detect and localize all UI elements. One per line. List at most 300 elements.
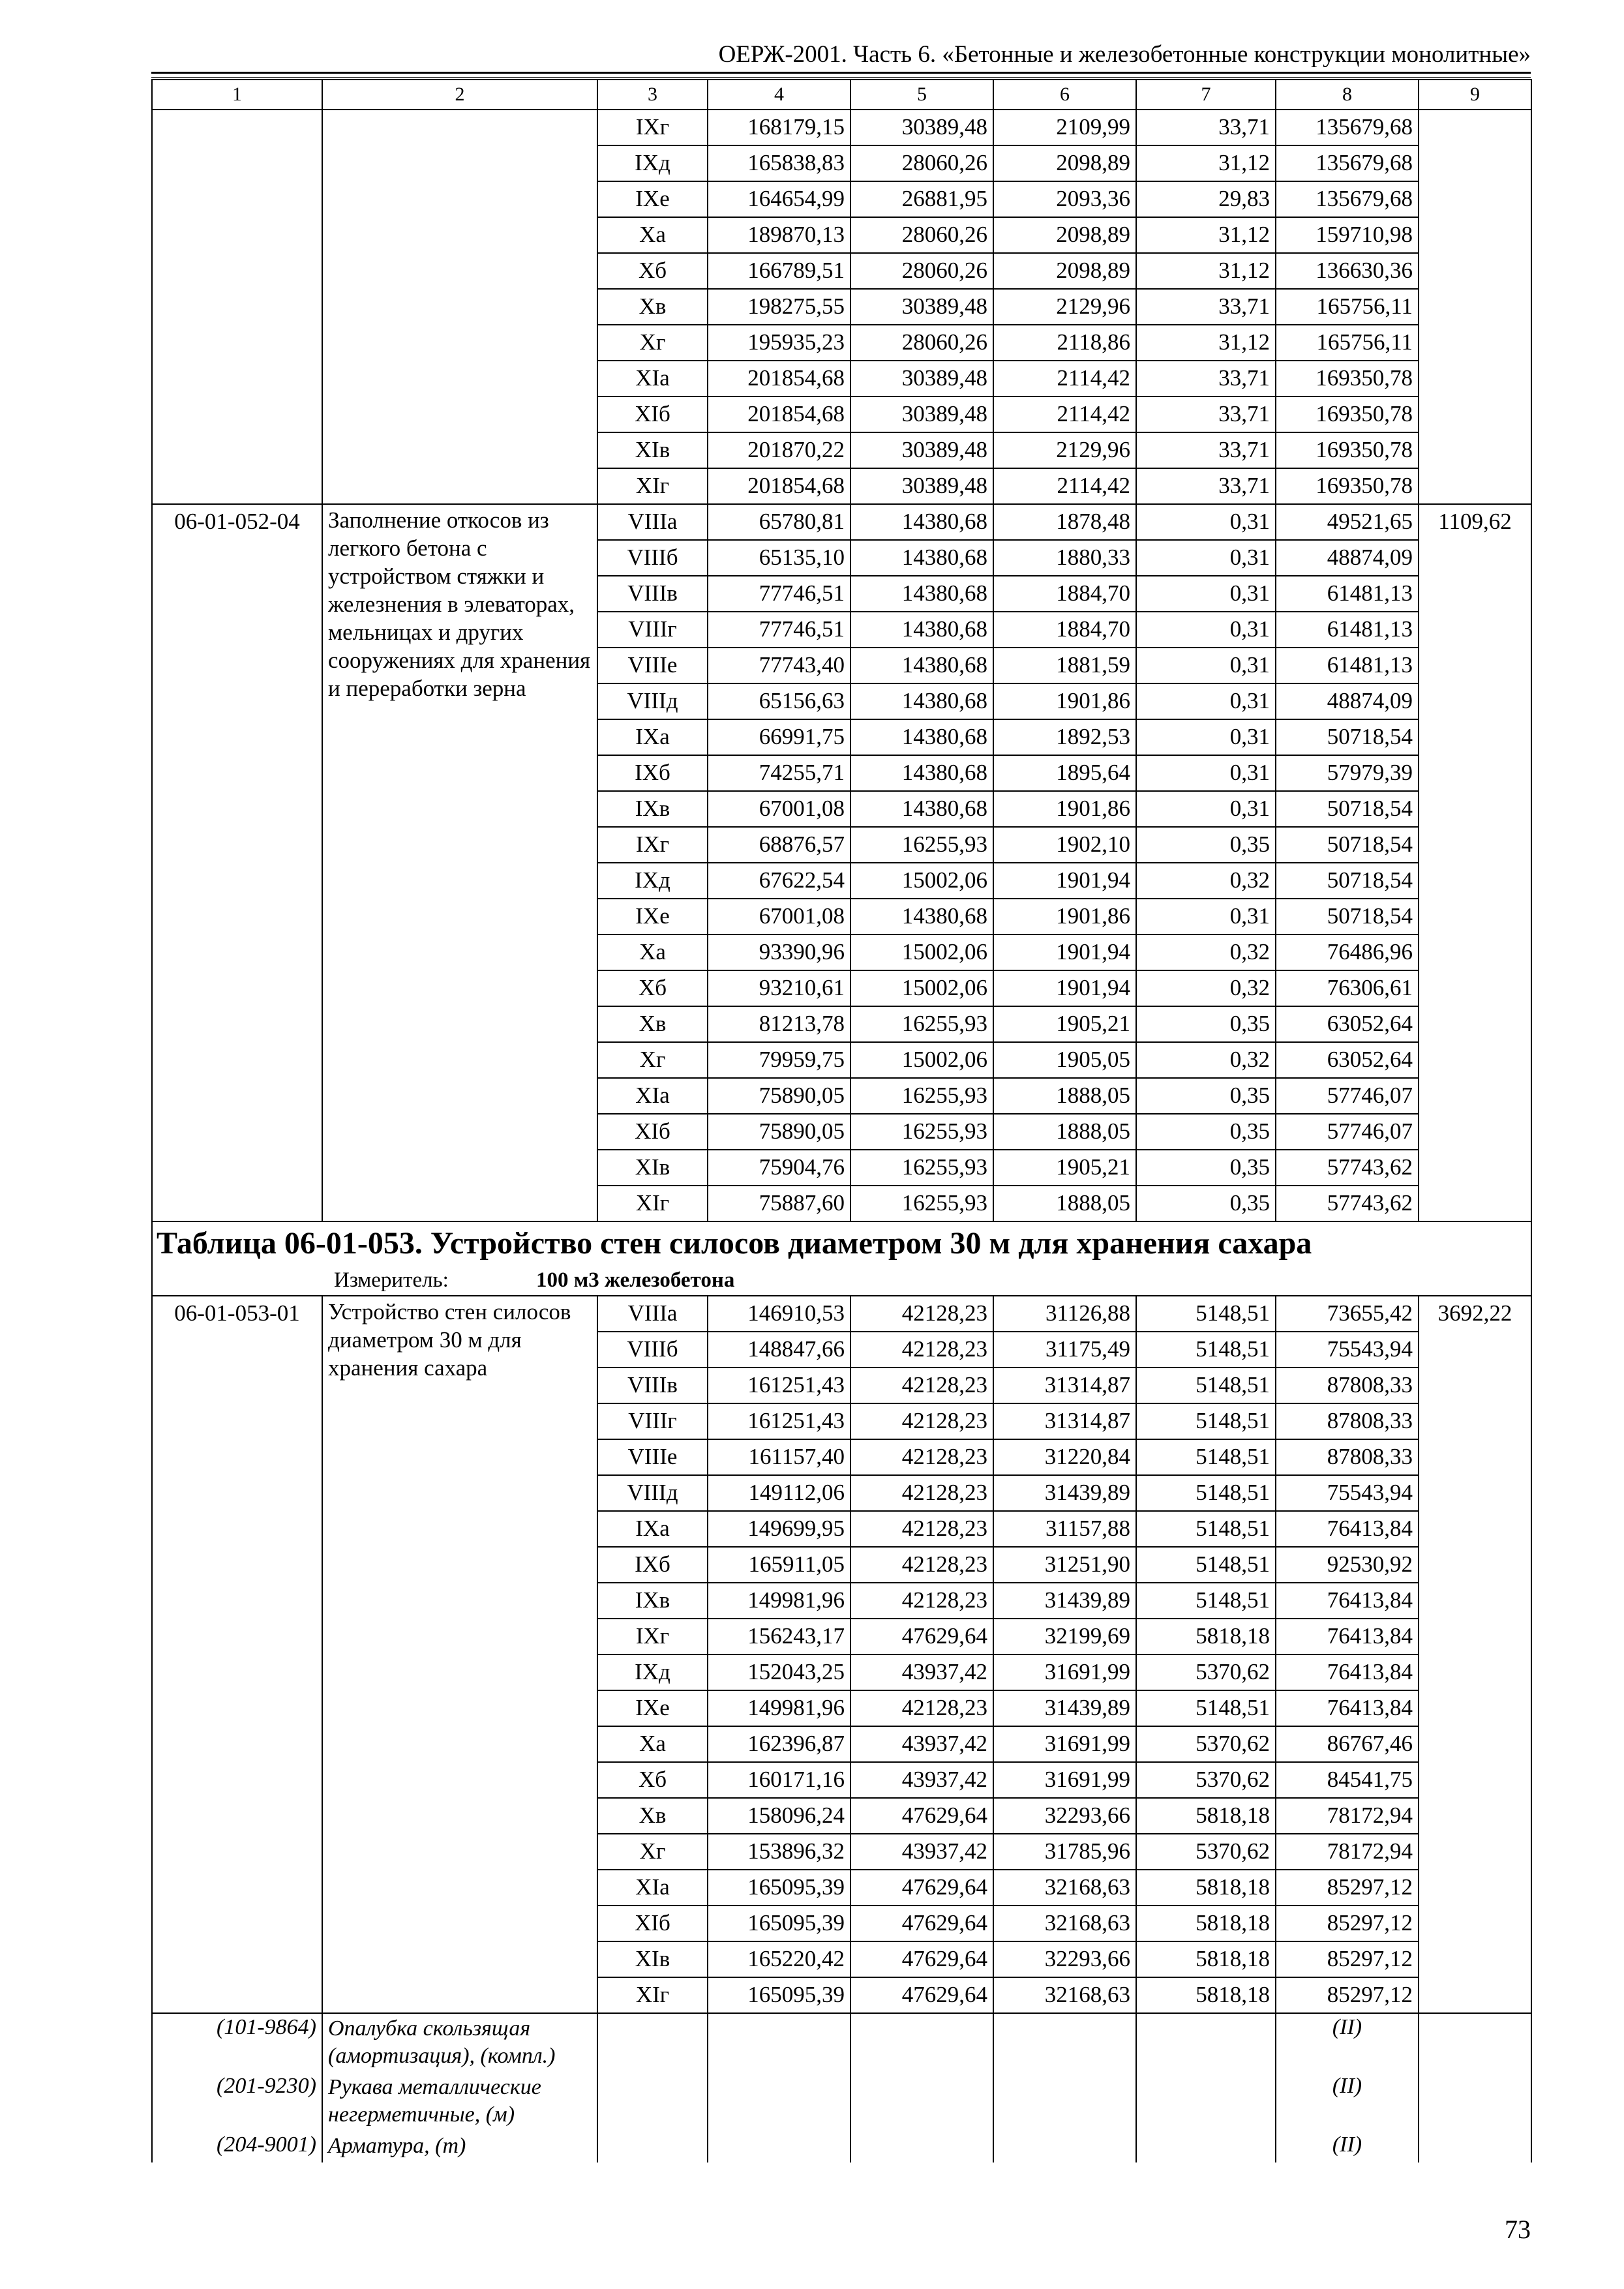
labor-wages: 42128,23: [850, 1690, 993, 1726]
labor-wages: 28060,26: [850, 145, 993, 181]
machine-costs: 1901,94: [993, 863, 1136, 899]
direct-costs: 201854,68: [708, 468, 850, 504]
machinist-wages: 0,31: [1136, 648, 1276, 683]
labor-wages: 47629,64: [850, 1941, 993, 1977]
materials-cost: 159710,98: [1276, 217, 1419, 253]
labor-wages: 16255,93: [850, 827, 993, 863]
labor-wages: 26881,95: [850, 181, 993, 217]
region-code: IXг: [597, 1619, 708, 1654]
labor-wages: 28060,26: [850, 253, 993, 289]
materials-cost: 50718,54: [1276, 719, 1419, 755]
page-number: 73: [1505, 2215, 1531, 2244]
machine-costs: 1901,94: [993, 970, 1136, 1006]
region-code: Xг: [597, 325, 708, 361]
materials-cost: 169350,78: [1276, 432, 1419, 468]
region-code: Xв: [597, 1006, 708, 1042]
machinist-wages: 0,32: [1136, 863, 1276, 899]
machinist-wages: 33,71: [1136, 289, 1276, 325]
machinist-wages: 5148,51: [1136, 1583, 1276, 1619]
materials-cost: 50718,54: [1276, 863, 1419, 899]
direct-costs: 153896,32: [708, 1834, 850, 1870]
region-code: Xа: [597, 217, 708, 253]
machine-costs: 31314,87: [993, 1368, 1136, 1403]
materials-cost: 76306,61: [1276, 970, 1419, 1006]
item-code: 06-01-052-04: [152, 504, 322, 1221]
direct-costs: 189870,13: [708, 217, 850, 253]
machinist-wages: 33,71: [1136, 468, 1276, 504]
machinist-wages: 33,71: [1136, 110, 1276, 145]
materials-cost: 165756,11: [1276, 289, 1419, 325]
materials-cost: 76413,84: [1276, 1511, 1419, 1547]
direct-costs: 93390,96: [708, 935, 850, 970]
labor-wages: 15002,06: [850, 863, 993, 899]
materials-cost: 87808,33: [1276, 1439, 1419, 1475]
machine-costs: 1888,05: [993, 1186, 1136, 1221]
machinist-wages: 5148,51: [1136, 1475, 1276, 1511]
direct-costs: 93210,61: [708, 970, 850, 1006]
labor-wages: 42128,23: [850, 1511, 993, 1547]
labor-hours: 1109,62: [1419, 504, 1531, 1221]
labor-wages: 47629,64: [850, 1870, 993, 1906]
machine-costs: 1884,70: [993, 576, 1136, 612]
table-row: [152, 110, 1531, 145]
machine-costs: 32168,63: [993, 1906, 1136, 1941]
machine-costs: 1881,59: [993, 648, 1136, 683]
labor-wages: 16255,93: [850, 1078, 993, 1114]
region-code: VIIIд: [597, 683, 708, 719]
region-code: XIа: [597, 1870, 708, 1906]
direct-costs: 166789,51: [708, 253, 850, 289]
empty-cell: [597, 2072, 708, 2131]
resource-code: (201-9230): [152, 2072, 322, 2131]
labor-wages: 43937,42: [850, 1834, 993, 1870]
resource-code: (101-9864): [152, 2013, 322, 2072]
direct-costs: 81213,78: [708, 1006, 850, 1042]
machine-costs: 2098,89: [993, 217, 1136, 253]
direct-costs: 65780,81: [708, 504, 850, 540]
labor-wages: 14380,68: [850, 719, 993, 755]
region-code: VIIIе: [597, 1439, 708, 1475]
materials-cost: 76413,84: [1276, 1619, 1419, 1654]
empty-cell: [708, 2013, 850, 2072]
materials-cost: 76486,96: [1276, 935, 1419, 970]
machinist-wages: 5148,51: [1136, 1332, 1276, 1368]
machinist-wages: 0,31: [1136, 683, 1276, 719]
direct-costs: 149981,96: [708, 1583, 850, 1619]
empty-cell: [597, 2013, 708, 2072]
machine-costs: 31691,99: [993, 1726, 1136, 1762]
machinist-wages: 5148,51: [1136, 1547, 1276, 1583]
labor-wages: 47629,64: [850, 1619, 993, 1654]
direct-costs: 165095,39: [708, 1977, 850, 2013]
item-code: [152, 110, 322, 504]
machinist-wages: 0,31: [1136, 612, 1276, 648]
materials-cost: 85297,12: [1276, 1870, 1419, 1906]
direct-costs: 77746,51: [708, 612, 850, 648]
region-code: Xб: [597, 253, 708, 289]
direct-costs: 165095,39: [708, 1906, 850, 1941]
region-code: IXд: [597, 863, 708, 899]
resource-name: Рукава металлические негерметичные, (м): [322, 2072, 597, 2131]
direct-costs: 161251,43: [708, 1403, 850, 1439]
region-code: XIб: [597, 1114, 708, 1150]
labor-wages: 14380,68: [850, 755, 993, 791]
machinist-wages: 5370,62: [1136, 1834, 1276, 1870]
machinist-wages: 31,12: [1136, 253, 1276, 289]
direct-costs: 75890,05: [708, 1114, 850, 1150]
machinist-wages: 31,12: [1136, 325, 1276, 361]
region-code: VIIIг: [597, 1403, 708, 1439]
materials-cost: 50718,54: [1276, 791, 1419, 827]
empty-cell: [708, 2131, 850, 2162]
resource-row: [152, 2131, 1531, 2162]
machine-costs: 32168,63: [993, 1977, 1136, 2013]
item-code: 06-01-053-01: [152, 1296, 322, 2013]
region-code: XIб: [597, 396, 708, 432]
machine-costs: 31691,99: [993, 1762, 1136, 1798]
materials-cost: 78172,94: [1276, 1798, 1419, 1834]
machinist-wages: 0,31: [1136, 791, 1276, 827]
column-number-row: [152, 80, 1531, 110]
unit-label: Измеритель:: [334, 1268, 449, 1292]
direct-costs: 165095,39: [708, 1870, 850, 1906]
labor-wages: 42128,23: [850, 1547, 993, 1583]
empty-cell: [1136, 2013, 1276, 2072]
direct-costs: 77743,40: [708, 648, 850, 683]
machine-costs: 2114,42: [993, 468, 1136, 504]
region-code: XIа: [597, 1078, 708, 1114]
empty-cell: [1419, 2072, 1531, 2131]
materials-cost: 169350,78: [1276, 396, 1419, 432]
labor-wages: 28060,26: [850, 217, 993, 253]
materials-cost: 86767,46: [1276, 1726, 1419, 1762]
machinist-wages: 31,12: [1136, 145, 1276, 181]
resource-group: (II): [1276, 2072, 1419, 2131]
labor-wages: 30389,48: [850, 289, 993, 325]
materials-cost: 63052,64: [1276, 1006, 1419, 1042]
unit-cell: [152, 1265, 1531, 1296]
item-name: Заполнение откосов из легкого бетона с устройством стяжки и железнения в элеваторах, мельницах и других сооружениях для хранения и переработки зерна: [322, 504, 597, 1221]
table-body: [152, 80, 1531, 2162]
machine-costs: 2114,42: [993, 396, 1136, 432]
machine-costs: 1888,05: [993, 1078, 1136, 1114]
direct-costs: 168179,15: [708, 110, 850, 145]
direct-costs: 77746,51: [708, 576, 850, 612]
unit-value: 100 м3 железобетона: [536, 1268, 735, 1292]
machinist-wages: 5148,51: [1136, 1368, 1276, 1403]
direct-costs: 68876,57: [708, 827, 850, 863]
region-code: Xб: [597, 1762, 708, 1798]
labor-wages: 14380,68: [850, 504, 993, 540]
machine-costs: 1878,48: [993, 504, 1136, 540]
column-number: 8: [1276, 80, 1419, 110]
machine-costs: 31439,89: [993, 1690, 1136, 1726]
region-code: XIа: [597, 361, 708, 396]
direct-costs: 165911,05: [708, 1547, 850, 1583]
machine-costs: 1905,05: [993, 1042, 1136, 1078]
direct-costs: 161157,40: [708, 1439, 850, 1475]
labor-wages: 16255,93: [850, 1150, 993, 1186]
machinist-wages: 0,32: [1136, 970, 1276, 1006]
materials-cost: 135679,68: [1276, 110, 1419, 145]
direct-costs: 201870,22: [708, 432, 850, 468]
machinist-wages: 5148,51: [1136, 1403, 1276, 1439]
direct-costs: 149112,06: [708, 1475, 850, 1511]
machinist-wages: 0,35: [1136, 1150, 1276, 1186]
region-code: IXе: [597, 181, 708, 217]
region-code: IXб: [597, 755, 708, 791]
labor-wages: 42128,23: [850, 1403, 993, 1439]
labor-wages: 14380,68: [850, 540, 993, 576]
region-code: XIв: [597, 432, 708, 468]
labor-wages: 16255,93: [850, 1006, 993, 1042]
machinist-wages: 5818,18: [1136, 1870, 1276, 1906]
direct-costs: 165838,83: [708, 145, 850, 181]
machinist-wages: 33,71: [1136, 432, 1276, 468]
machine-costs: 2114,42: [993, 361, 1136, 396]
machine-costs: 1901,94: [993, 935, 1136, 970]
machinist-wages: 0,31: [1136, 504, 1276, 540]
materials-cost: 61481,13: [1276, 648, 1419, 683]
machinist-wages: 33,71: [1136, 396, 1276, 432]
labor-wages: 28060,26: [850, 325, 993, 361]
column-number: 1: [152, 80, 322, 110]
region-code: IXе: [597, 899, 708, 935]
machinist-wages: 5818,18: [1136, 1941, 1276, 1977]
materials-cost: 76413,84: [1276, 1583, 1419, 1619]
machine-costs: 2129,96: [993, 289, 1136, 325]
machinist-wages: 0,35: [1136, 1114, 1276, 1150]
materials-cost: 87808,33: [1276, 1403, 1419, 1439]
materials-cost: 76413,84: [1276, 1654, 1419, 1690]
labor-wages: 16255,93: [850, 1114, 993, 1150]
labor-wages: 42128,23: [850, 1583, 993, 1619]
direct-costs: 75890,05: [708, 1078, 850, 1114]
region-code: IXа: [597, 1511, 708, 1547]
materials-cost: 169350,78: [1276, 361, 1419, 396]
direct-costs: 67001,08: [708, 791, 850, 827]
empty-cell: [850, 2131, 993, 2162]
labor-wages: 43937,42: [850, 1762, 993, 1798]
region-code: IXв: [597, 1583, 708, 1619]
region-code: Xа: [597, 935, 708, 970]
labor-wages: 42128,23: [850, 1296, 993, 1332]
labor-wages: 14380,68: [850, 683, 993, 719]
direct-costs: 149981,96: [708, 1690, 850, 1726]
direct-costs: 201854,68: [708, 396, 850, 432]
materials-cost: 48874,09: [1276, 683, 1419, 719]
region-code: VIIIв: [597, 1368, 708, 1403]
direct-costs: 161251,43: [708, 1368, 850, 1403]
machine-costs: 1905,21: [993, 1150, 1136, 1186]
materials-cost: 78172,94: [1276, 1834, 1419, 1870]
column-number: 4: [708, 80, 850, 110]
machinist-wages: 5148,51: [1136, 1296, 1276, 1332]
direct-costs: 160171,16: [708, 1762, 850, 1798]
machine-costs: 1880,33: [993, 540, 1136, 576]
machinist-wages: 0,31: [1136, 899, 1276, 935]
resource-group: (II): [1276, 2013, 1419, 2072]
machine-costs: 31314,87: [993, 1403, 1136, 1439]
machine-costs: 31175,49: [993, 1332, 1136, 1368]
materials-cost: 50718,54: [1276, 899, 1419, 935]
resource-name: Арматура, (т): [322, 2131, 597, 2162]
labor-wages: 47629,64: [850, 1906, 993, 1941]
machine-costs: 1884,70: [993, 612, 1136, 648]
machinist-wages: 31,12: [1136, 217, 1276, 253]
empty-cell: [993, 2131, 1136, 2162]
machine-costs: 31439,89: [993, 1475, 1136, 1511]
machine-costs: 1901,86: [993, 899, 1136, 935]
direct-costs: 75887,60: [708, 1186, 850, 1221]
machine-costs: 2098,89: [993, 145, 1136, 181]
labor-wages: 42128,23: [850, 1439, 993, 1475]
materials-cost: 76413,84: [1276, 1690, 1419, 1726]
labor-wages: 15002,06: [850, 935, 993, 970]
table-row: [152, 1296, 1531, 1332]
column-number: 3: [597, 80, 708, 110]
labor-wages: 30389,48: [850, 110, 993, 145]
machine-costs: 32293,66: [993, 1941, 1136, 1977]
machine-costs: 2098,89: [993, 253, 1136, 289]
machine-costs: 31691,99: [993, 1654, 1136, 1690]
region-code: Xа: [597, 1726, 708, 1762]
empty-cell: [1136, 2072, 1276, 2131]
machine-costs: 2093,36: [993, 181, 1136, 217]
direct-costs: 198275,55: [708, 289, 850, 325]
materials-cost: 169350,78: [1276, 468, 1419, 504]
materials-cost: 57746,07: [1276, 1114, 1419, 1150]
empty-cell: [1419, 2013, 1531, 2072]
materials-cost: 50718,54: [1276, 827, 1419, 863]
machinist-wages: 0,32: [1136, 1042, 1276, 1078]
region-code: XIг: [597, 1186, 708, 1221]
machine-costs: 1905,21: [993, 1006, 1136, 1042]
region-code: IXб: [597, 1547, 708, 1583]
labor-wages: 43937,42: [850, 1654, 993, 1690]
machinist-wages: 33,71: [1136, 361, 1276, 396]
region-code: XIг: [597, 468, 708, 504]
region-code: Xв: [597, 289, 708, 325]
labor-hours: 3692,22: [1419, 1296, 1531, 2013]
direct-costs: 195935,23: [708, 325, 850, 361]
region-code: Xг: [597, 1042, 708, 1078]
materials-cost: 85297,12: [1276, 1977, 1419, 2013]
resource-name: Опалубка скользящая (амортизация), (компл.): [322, 2013, 597, 2072]
machinist-wages: 0,35: [1136, 1186, 1276, 1221]
machine-costs: 31220,84: [993, 1439, 1136, 1475]
materials-cost: 165756,11: [1276, 325, 1419, 361]
empty-cell: [708, 2072, 850, 2131]
machinist-wages: 5148,51: [1136, 1439, 1276, 1475]
resource-row: [152, 2013, 1531, 2072]
region-code: IXд: [597, 1654, 708, 1690]
machine-costs: 1901,86: [993, 791, 1136, 827]
resource-row: [152, 2072, 1531, 2131]
machinist-wages: 5370,62: [1136, 1762, 1276, 1798]
labor-wages: 30389,48: [850, 468, 993, 504]
materials-cost: 57746,07: [1276, 1078, 1419, 1114]
direct-costs: 158096,24: [708, 1798, 850, 1834]
machinist-wages: 5818,18: [1136, 1977, 1276, 2013]
empty-cell: [1419, 2131, 1531, 2162]
machine-costs: 1902,10: [993, 827, 1136, 863]
item-name: [322, 110, 597, 504]
direct-costs: 164654,99: [708, 181, 850, 217]
machine-costs: 2118,86: [993, 325, 1136, 361]
machine-costs: 31251,90: [993, 1547, 1136, 1583]
direct-costs: 148847,66: [708, 1332, 850, 1368]
materials-cost: 84541,75: [1276, 1762, 1419, 1798]
region-code: VIIIв: [597, 576, 708, 612]
direct-costs: 152043,25: [708, 1654, 850, 1690]
machine-costs: 31157,88: [993, 1511, 1136, 1547]
materials-cost: 136630,36: [1276, 253, 1419, 289]
labor-hours: [1419, 110, 1531, 504]
region-code: VIIIб: [597, 540, 708, 576]
materials-cost: 63052,64: [1276, 1042, 1419, 1078]
machinist-wages: 5370,62: [1136, 1726, 1276, 1762]
materials-cost: 135679,68: [1276, 145, 1419, 181]
materials-cost: 85297,12: [1276, 1906, 1419, 1941]
direct-costs: 65135,10: [708, 540, 850, 576]
machinist-wages: 5148,51: [1136, 1690, 1276, 1726]
materials-cost: 48874,09: [1276, 540, 1419, 576]
column-number: 7: [1136, 80, 1276, 110]
region-code: IXе: [597, 1690, 708, 1726]
machinist-wages: 0,31: [1136, 719, 1276, 755]
labor-wages: 14380,68: [850, 648, 993, 683]
column-number: 5: [850, 80, 993, 110]
labor-wages: 16255,93: [850, 1186, 993, 1221]
labor-wages: 47629,64: [850, 1798, 993, 1834]
empty-cell: [597, 2131, 708, 2162]
direct-costs: 162396,87: [708, 1726, 850, 1762]
materials-cost: 87808,33: [1276, 1368, 1419, 1403]
labor-wages: 30389,48: [850, 432, 993, 468]
page-header: ОЕРЖ-2001. Часть 6. «Бетонные и железобетонные конструкции монолитные»: [151, 38, 1531, 74]
machine-costs: 31126,88: [993, 1296, 1136, 1332]
labor-wages: 14380,68: [850, 576, 993, 612]
machine-costs: 1888,05: [993, 1114, 1136, 1150]
resource-code: (204-9001): [152, 2131, 322, 2162]
region-code: VIIIе: [597, 648, 708, 683]
machine-costs: 2129,96: [993, 432, 1136, 468]
labor-wages: 14380,68: [850, 791, 993, 827]
region-code: Xб: [597, 970, 708, 1006]
region-code: VIIIб: [597, 1332, 708, 1368]
direct-costs: 75904,76: [708, 1150, 850, 1186]
resource-group: (II): [1276, 2131, 1419, 2162]
machinist-wages: 5818,18: [1136, 1906, 1276, 1941]
materials-cost: 135679,68: [1276, 181, 1419, 217]
unit-row: [152, 1265, 1531, 1296]
machinist-wages: 5818,18: [1136, 1619, 1276, 1654]
region-code: VIIIа: [597, 1296, 708, 1332]
labor-wages: 14380,68: [850, 899, 993, 935]
direct-costs: 156243,17: [708, 1619, 850, 1654]
machinist-wages: 0,35: [1136, 1006, 1276, 1042]
direct-costs: 65156,63: [708, 683, 850, 719]
machinist-wages: 0,35: [1136, 827, 1276, 863]
direct-costs: 146910,53: [708, 1296, 850, 1332]
table-row: [152, 504, 1531, 540]
table-title-row: [152, 1221, 1531, 1265]
labor-wages: 42128,23: [850, 1368, 993, 1403]
machinist-wages: 29,83: [1136, 181, 1276, 217]
machine-costs: 1895,64: [993, 755, 1136, 791]
machinist-wages: 0,32: [1136, 935, 1276, 970]
